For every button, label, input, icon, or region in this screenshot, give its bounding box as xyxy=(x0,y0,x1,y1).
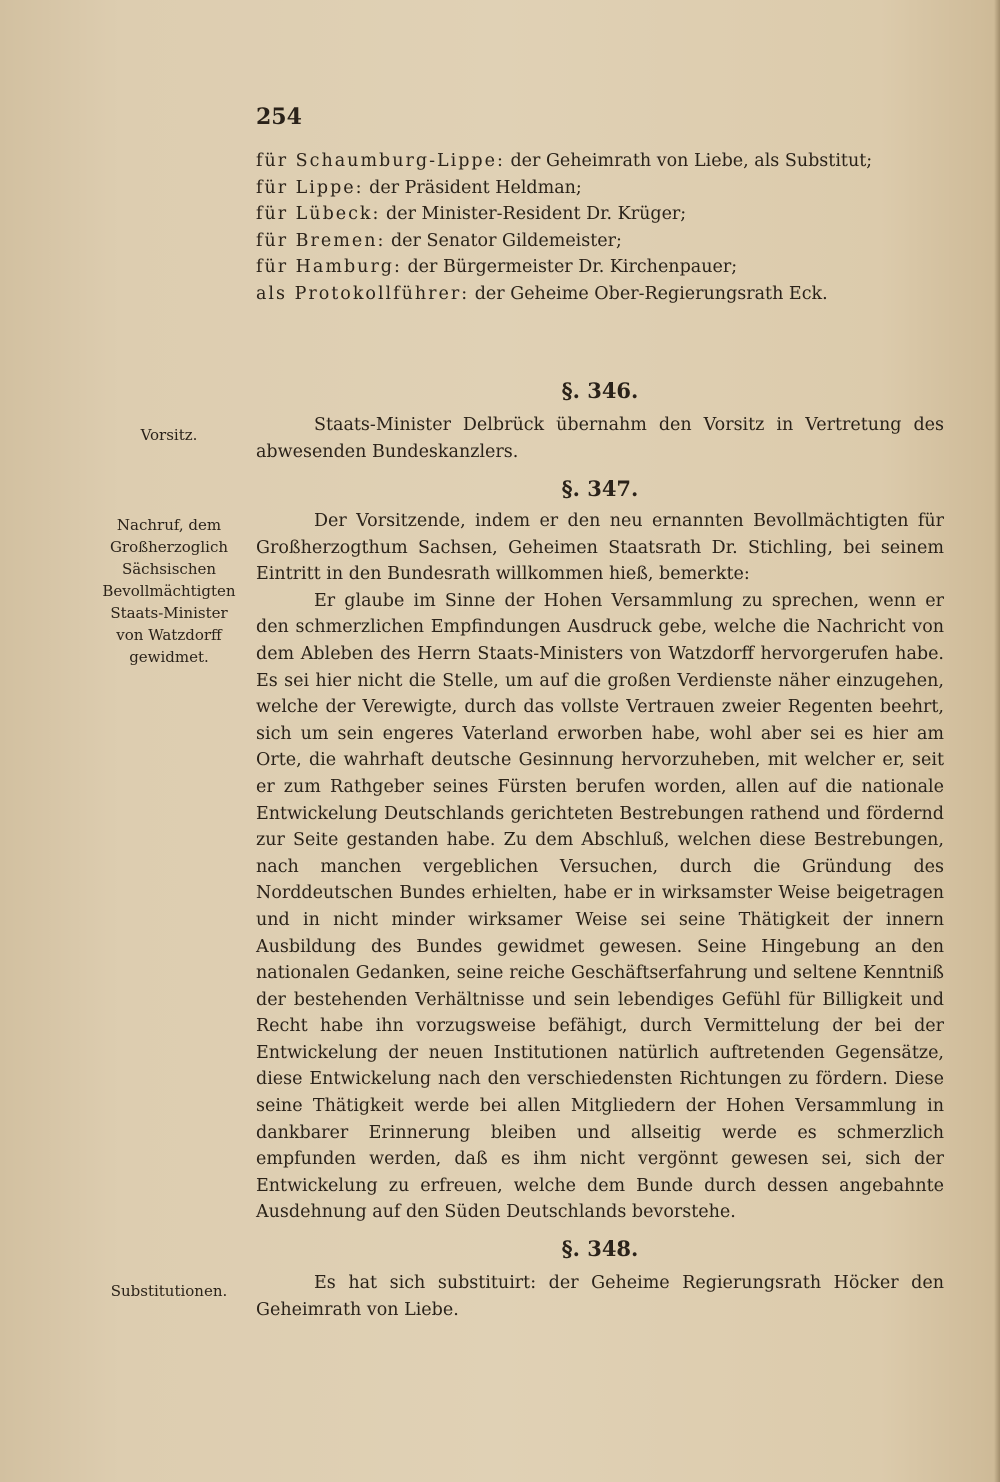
page-edge-shadow xyxy=(994,0,1000,1482)
delegate-list xyxy=(256,148,944,308)
delegate-line: für Lübeck: der Minister-Resident Dr. Krüger; xyxy=(256,204,687,225)
delegate-line: für Bremen: der Senator Gildemeister; xyxy=(256,230,622,251)
section-body-346 xyxy=(256,412,944,465)
delegate-line: als Protokollführer: der Geheime Ober-Regierungsrath Eck. xyxy=(256,283,828,304)
section-title-347: §. 347. xyxy=(561,476,639,501)
paragraph: Staats-Minister Delbrück übernahm den Vorsitz in Vertretung des abwesenden Bundeskanzlers. xyxy=(256,415,944,462)
section-body-347 xyxy=(256,508,944,1226)
section-title-348: §. 348. xyxy=(561,1236,639,1261)
margin-note-nachruf: Nachruf, dem Großherzoglich Sächsischen Bevollmächtigten Staats-Minister von Watzdorff gewidmet. xyxy=(102,516,236,666)
margin-note-substitutionen: Substitutionen. xyxy=(110,1282,228,1300)
section-body-348 xyxy=(256,1270,944,1323)
delegate-line: für Schaumburg-Lippe: der Geheimrath von Liebe, als Substitut; xyxy=(256,151,873,171)
delegate-line: für Hamburg: der Bürgermeister Dr. Kirchenpauer; xyxy=(256,257,738,278)
paragraph: Er glaube im Sinne der Hohen Versammlung zu sprechen, wenn er den schmerzlichen Empfindungen Ausdruck gebe, welche die Nachricht von dem Ableben des Herrn Staats-Ministers von Watzdorff hervorgerufen habe. Es sei hier nicht die Stelle, um auf die großen Verdienste näher einzugehen, welche der Verewigte, durch das vollste Vertrauen zweier Regenten beehrt, sich um sein engeres Vaterland erworben habe, wohl aber sei es hier am Orte, die wahrhaft deutsche Gesinnung hervorzuheben, mit welcher er, seit er zum Rathgeber seines Fürsten berufen worden, allen auf die nationale Entwickelung Deutschlands gerichteten Bestrebungen rathend und fördernd zur Seite gestanden habe. Zu dem Abschluß, welchen diese Bestrebungen, nach manchen vergeblichen Versuchen, durch die Gründung des Norddeutschen Bundes erhielten, habe er in wirksamster Weise beigetragen und in nicht minder wirksamer Weise sei seine Thätigkeit der innern Ausbildung des Bundes gewidmet gewesen. Seine Hingebung an den nationalen Gedanken, seine reiche Geschäftserfahrung und seltene Kenntniß der bestehenden Verhältnisse und sein lebendiges Gefühl für Billigkeit und Recht habe ihn vorzugsweise befähigt, durch Vermittelung der bei der Entwickelung der neuen Institutionen natürlich auftretenden Gegensätze, diese Entwickelung nach den verschiedensten Richtungen zu fördern. Diese seine Thätigkeit werde bei allen Mitgliedern der Hohen Versammlung in dankbarer Erinnerung bleiben und allseitig werde es schmerzlich empfunden werden, daß es ihm nicht vergönnt gewesen sei, sich der Entwickelung zu erfreuen, welche dem Bunde durch dessen angebahnte Ausdehnung auf den Süden Deutschlands bevorstehe. xyxy=(256,590,944,1223)
paragraph: Es hat sich substituirt: der Geheime Regierungsrath Höcker den Geheimrath von Liebe. xyxy=(256,1273,944,1320)
page-number: 254 xyxy=(256,104,302,130)
margin-note-vorsitz: Vorsitz. xyxy=(140,426,198,444)
delegate-line: für Lippe: der Präsident Heldman; xyxy=(256,177,582,198)
section-title-346: §. 346. xyxy=(561,378,639,403)
paragraph: Der Vorsitzende, indem er den neu ernannten Bevollmächtigten für Großherzogthum Sachsen, Geheimen Staatsrath Dr. Stichling, bei seinem Eintritt in den Bundesrath willkommen hieß, bemerkte: xyxy=(256,511,944,585)
